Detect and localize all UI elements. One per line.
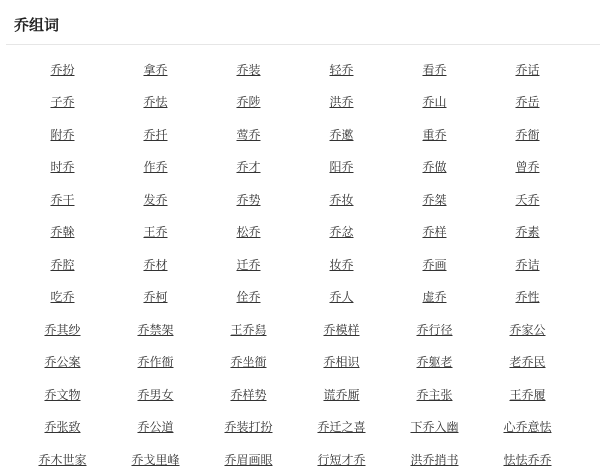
word-link[interactable]: 拿乔 [143,62,168,77]
word-cell [202,86,295,119]
word-cell [16,378,109,411]
word-link[interactable]: 乔家公 [509,322,546,337]
word-link[interactable]: 乔桀 [422,192,447,207]
word-cell [295,151,388,184]
word-link[interactable]: 乔话 [515,62,540,77]
word-cell [388,86,481,119]
word-cell [202,216,295,249]
word-cell [202,248,295,281]
word-link[interactable]: 乔文物 [44,387,81,402]
word-cell [481,378,574,411]
word-link[interactable]: 子乔 [50,95,75,110]
word-cell [388,151,481,184]
word-link[interactable]: 乔男女 [137,387,174,402]
word-cell [109,248,202,281]
word-link[interactable]: 乔行径 [416,322,453,337]
word-cell [295,443,388,475]
word-cell [295,281,388,314]
word-cell [202,183,295,216]
word-link[interactable]: 乔公案 [44,355,81,370]
word-cell [16,53,109,86]
word-cell [16,346,109,379]
word-link[interactable]: 乔做 [422,160,447,175]
word-cell [109,183,202,216]
word-link[interactable]: 乔柯 [143,290,168,305]
word-cell [202,443,295,475]
word-link[interactable]: 乔才 [236,160,261,175]
word-link[interactable]: 乔相识 [323,355,360,370]
word-link[interactable]: 吃乔 [50,290,75,305]
word-link[interactable]: 乔诘 [515,257,540,272]
word-link[interactable]: 王乔履 [509,387,546,402]
word-link[interactable]: 乔迁之喜 [317,420,366,435]
word-link[interactable]: 乔公道 [137,420,174,435]
word-link[interactable]: 乔妆 [329,192,354,207]
word-grid [0,45,600,475]
word-link[interactable]: 附乔 [50,127,75,142]
word-link[interactable]: 乔性 [515,290,540,305]
word-cell [109,53,202,86]
word-cell [202,346,295,379]
word-link[interactable]: 时乔 [50,160,75,175]
word-link[interactable]: 王乔 [143,225,168,240]
word-link[interactable]: 乔眉画眼 [224,452,273,467]
word-link[interactable]: 乔山 [422,95,447,110]
word-link[interactable]: 怯怯乔乔 [503,452,552,467]
word-link[interactable]: 乔岳 [515,95,540,110]
word-cell [481,248,574,281]
word-link[interactable]: 乔张致 [44,420,81,435]
word-link[interactable]: 乔忿 [329,225,354,240]
word-cell [109,346,202,379]
page-title: 乔组词 [14,17,60,34]
word-cell [109,378,202,411]
word-cell [481,443,574,475]
word-link[interactable]: 莺乔 [236,127,261,142]
word-cell [388,216,481,249]
word-cell [202,411,295,444]
word-link[interactable]: 乔其纱 [44,322,81,337]
word-cell [388,378,481,411]
word-cell [481,281,574,314]
word-cell [16,443,109,475]
word-link[interactable]: 王乔舄 [230,322,267,337]
word-link[interactable]: 乔模样 [323,322,360,337]
word-cell [388,281,481,314]
word-link[interactable]: 乔遬 [329,127,354,142]
word-cell [202,151,295,184]
word-cell [295,248,388,281]
word-link[interactable]: 老乔民 [509,355,546,370]
word-cell [109,151,202,184]
word-cell [295,346,388,379]
word-cell [295,53,388,86]
word-link[interactable]: 乔装 [236,62,261,77]
word-cell [202,313,295,346]
word-link[interactable]: 谎乔厮 [323,387,360,402]
word-link[interactable]: 妆乔 [329,257,354,272]
word-link[interactable]: 迁乔 [236,257,261,272]
word-link[interactable]: 佺乔 [236,290,261,305]
word-link[interactable]: 乔躯老 [416,355,453,370]
word-link[interactable]: 行短才乔 [317,452,366,467]
word-link[interactable]: 乔扮 [50,62,75,77]
word-link[interactable]: 乔材 [143,257,168,272]
word-cell [295,411,388,444]
word-cell [16,151,109,184]
word-cell [481,216,574,249]
word-cell [202,378,295,411]
word-link[interactable]: 乔腔 [50,257,75,272]
word-cell [16,411,109,444]
word-link[interactable]: 发乔 [143,192,168,207]
word-cell [388,53,481,86]
word-cell [295,118,388,151]
word-link[interactable]: 乔榦 [50,225,75,240]
word-cell [388,183,481,216]
word-cell [481,313,574,346]
word-link[interactable]: 乔素 [515,225,540,240]
word-link[interactable]: 作乔 [143,160,168,175]
word-cell [481,411,574,444]
word-link[interactable]: 乔作衙 [137,355,174,370]
word-link[interactable]: 松乔 [236,225,261,240]
word-cell [16,248,109,281]
word-cell [202,281,295,314]
word-link[interactable]: 夭乔 [515,192,540,207]
word-link[interactable]: 乔样势 [230,387,267,402]
word-link[interactable]: 乔画 [422,257,447,272]
word-link[interactable]: 看乔 [422,62,447,77]
word-cell [388,313,481,346]
word-link[interactable]: 乔木世家 [38,452,87,467]
word-cell [295,216,388,249]
word-cell [16,216,109,249]
word-cell [109,118,202,151]
word-cell [295,313,388,346]
word-link[interactable]: 轻乔 [329,62,354,77]
word-link[interactable]: 重乔 [422,127,447,142]
word-link[interactable]: 虚乔 [422,290,447,305]
word-cell [481,346,574,379]
word-cell [109,86,202,119]
word-cell [109,443,202,475]
word-link[interactable]: 乔干 [50,192,75,207]
word-cell [388,118,481,151]
word-link[interactable]: 乔扦 [143,127,168,142]
word-link[interactable]: 曾乔 [515,160,540,175]
word-link[interactable]: 阳乔 [329,160,354,175]
word-cell [16,118,109,151]
word-cell [481,86,574,119]
word-cell [481,183,574,216]
word-cell [202,53,295,86]
word-link[interactable]: 乔衙 [515,127,540,142]
word-link[interactable]: 洪乔 [329,95,354,110]
word-link[interactable]: 乔戈里峰 [131,452,180,467]
word-cell [295,378,388,411]
word-cell [16,313,109,346]
word-cell [295,86,388,119]
word-link[interactable]: 洪乔捎书 [410,452,459,467]
word-link[interactable]: 下乔入幽 [410,420,459,435]
word-cell [16,281,109,314]
word-cell [109,313,202,346]
word-cell [16,183,109,216]
word-link[interactable]: 乔怯 [143,95,168,110]
word-link[interactable]: 乔样 [422,225,447,240]
word-link[interactable]: 乔主张 [416,387,453,402]
word-cell [295,183,388,216]
word-link[interactable]: 心乔意怯 [503,420,552,435]
word-link[interactable]: 乔装打扮 [224,420,273,435]
word-link[interactable]: 乔坐衙 [230,355,267,370]
word-cell [481,118,574,151]
word-cell [388,346,481,379]
word-cell [388,411,481,444]
word-cell [109,281,202,314]
word-link[interactable]: 乔势 [236,192,261,207]
word-cell [109,216,202,249]
word-link[interactable]: 乔陟 [236,95,261,110]
word-cell [388,443,481,475]
word-link[interactable]: 乔人 [329,290,354,305]
word-cell [16,86,109,119]
word-cell [388,248,481,281]
word-link[interactable]: 乔禁架 [137,322,174,337]
word-cell [202,118,295,151]
word-cell [481,151,574,184]
word-cell [109,411,202,444]
word-cell [481,53,574,86]
